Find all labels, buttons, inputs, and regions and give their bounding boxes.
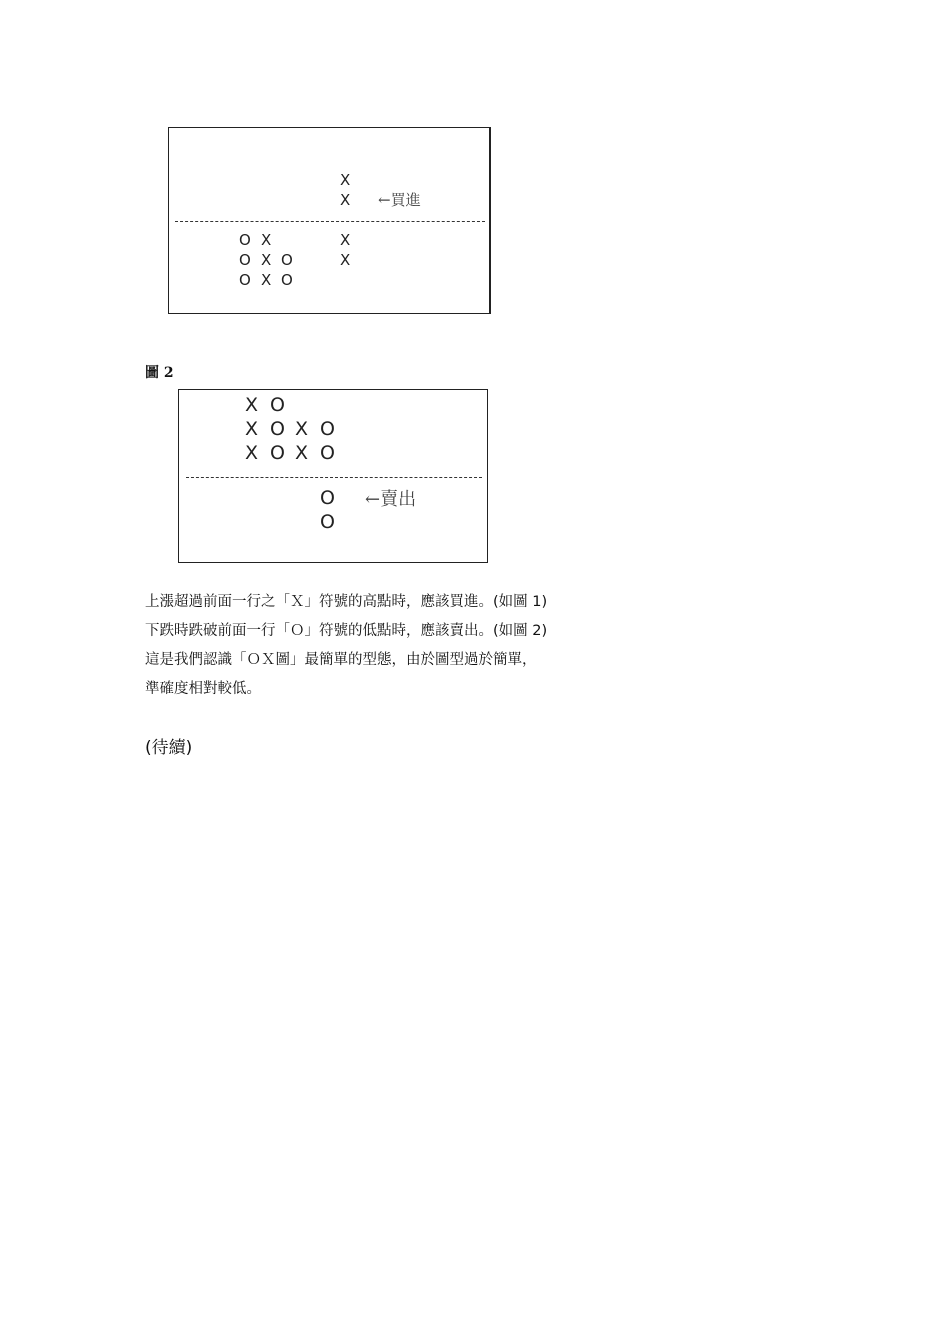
- o-mark: O: [239, 271, 251, 289]
- o-mark: O: [320, 511, 335, 533]
- x-mark: X: [261, 271, 272, 289]
- paragraph-line: 下跌時跌破前面一行「Ｏ」符號的低點時，應該賣出。(如圖 2): [145, 623, 548, 639]
- o-mark: O: [320, 442, 335, 464]
- figure-2: [178, 389, 488, 563]
- x-mark: X: [261, 231, 272, 249]
- figure-1-buy-annotation: ←買進: [378, 191, 421, 209]
- o-mark: O: [270, 442, 285, 464]
- figure-2-divider: [186, 477, 482, 478]
- x-mark: X: [295, 442, 309, 464]
- paragraph-line: 這是我們認識「ＯＸ圖」最簡單的型態，由於圖型過於簡單，: [145, 652, 537, 668]
- x-mark: X: [245, 418, 259, 440]
- o-mark: O: [281, 271, 293, 289]
- figure-1: [168, 127, 491, 314]
- o-mark: O: [270, 394, 285, 416]
- figure-1-divider: [175, 221, 485, 222]
- x-mark: X: [340, 231, 351, 249]
- o-mark: O: [239, 251, 251, 269]
- to-be-continued: (待續): [145, 738, 193, 758]
- x-mark: X: [261, 251, 272, 269]
- x-mark: X: [245, 442, 259, 464]
- figure-2-caption: 圖 2: [145, 365, 174, 381]
- o-mark: O: [320, 418, 335, 440]
- o-mark: O: [239, 231, 251, 249]
- paragraph-line: 上漲超過前面一行之「Ｘ」符號的高點時，應該買進。(如圖 1): [145, 594, 548, 610]
- x-mark: X: [340, 251, 351, 269]
- x-mark: X: [295, 418, 309, 440]
- x-mark: X: [340, 191, 351, 209]
- paragraph-line: 準確度相對較低。: [145, 681, 261, 697]
- o-mark: O: [281, 251, 293, 269]
- explanation-paragraph: [145, 588, 547, 704]
- o-mark: O: [270, 418, 285, 440]
- o-mark: O: [320, 487, 335, 509]
- x-mark: X: [245, 394, 259, 416]
- x-mark: X: [340, 171, 351, 189]
- figure-2-sell-annotation: ←賣出: [365, 489, 417, 510]
